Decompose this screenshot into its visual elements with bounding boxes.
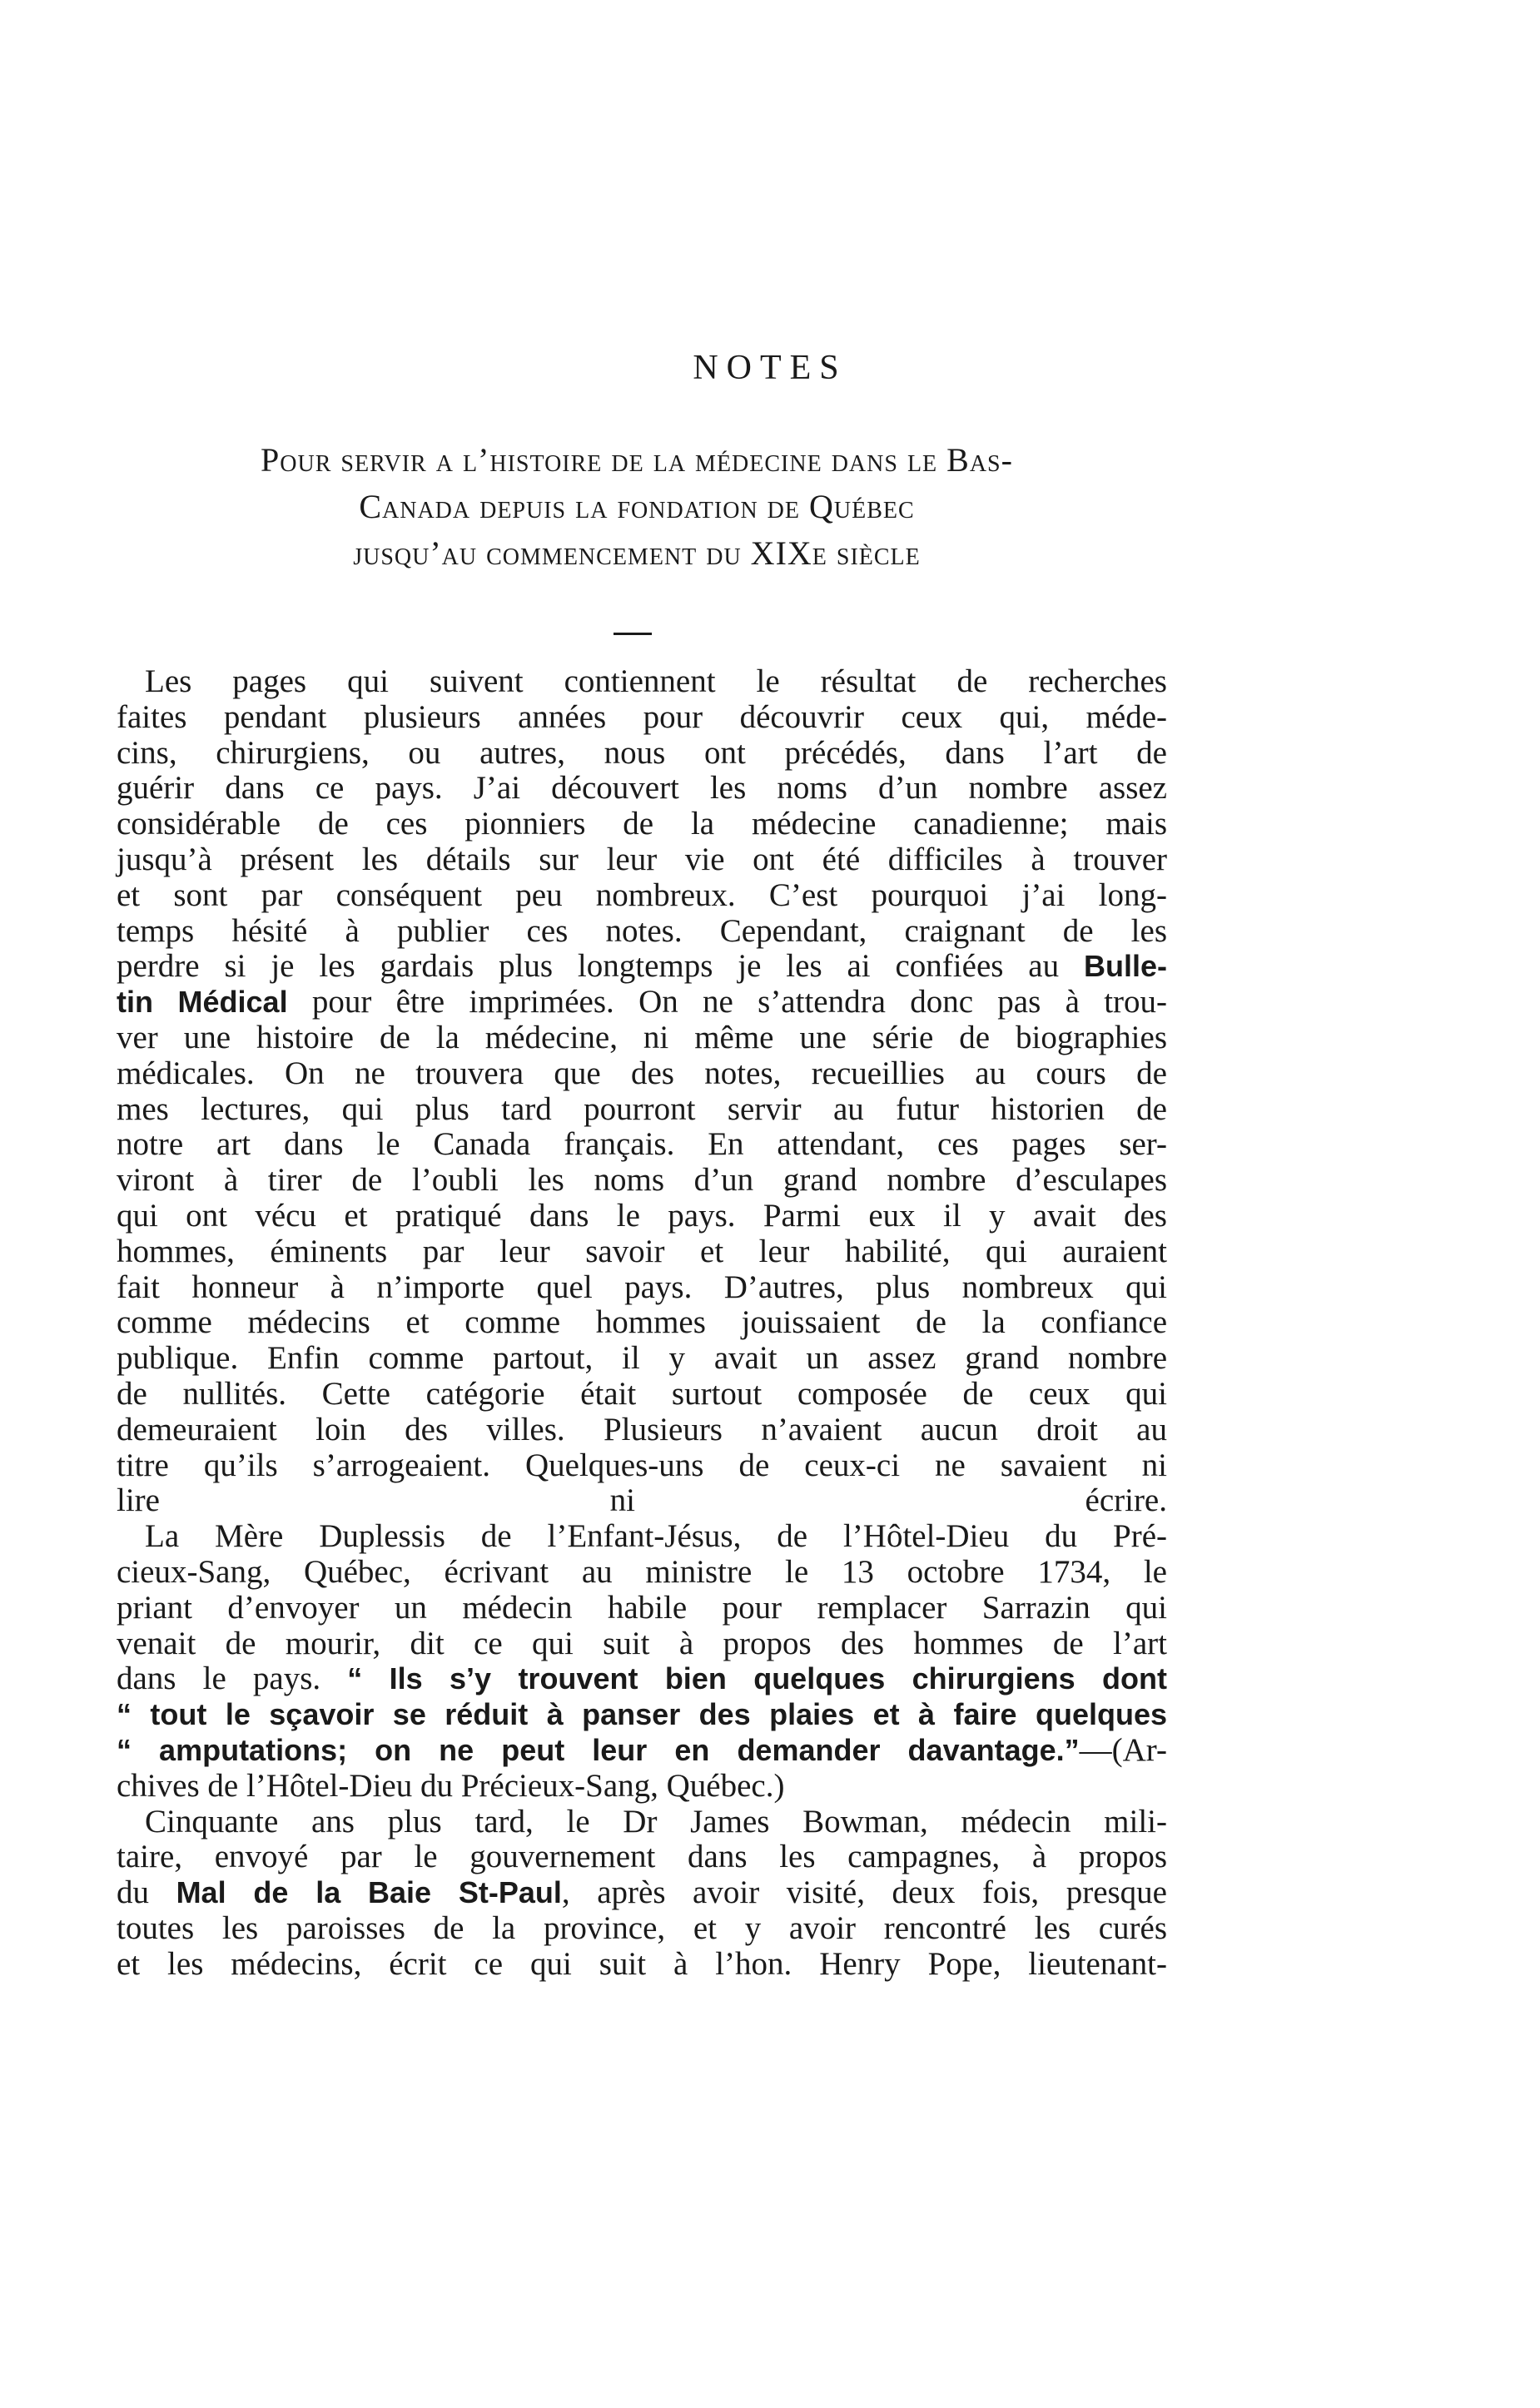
page-title: NOTES [693,349,847,387]
subtitle-line: Pour servir a l’histoire de la médecine dans le Bas- [261,441,1013,479]
text-line [117,1875,1167,1911]
text-run: pour être imprimées. On ne s’attendra donc pas à trou- [287,984,1167,1020]
bold-quotation: “ Ils s’y trouvent bien quelques chirurgiens [347,1661,1076,1696]
text-line: guérir dans ce pays. J’ai découvert les noms d’un nombre assez [117,770,1167,807]
bold-quotation: dont [1075,1661,1167,1696]
text-line: lire ni écrire. [117,1482,1167,1519]
subtitle-line: Canada depuis la fondation de Québec [359,488,915,525]
text-line: demeuraient loin des villes. Plusieurs n’avaient aucun droit au [117,1411,1167,1447]
text-line: médicales. On ne trouvera que des notes, recueillies au cours de [117,1055,1167,1091]
text-line: Cinquante ans plus tard, le Dr James Bowman, médecin mili- [145,1803,1167,1840]
subtitle-line: jusqu’au commencement du XIXe siècle [353,534,921,572]
text-line: La Mère Duplessis de l’Enfant-Jésus, de l’Hôtel-Dieu du Pré- [145,1518,1167,1555]
text-line: mes lectures, qui plus tard pourront servir au futur historien de [117,1090,1167,1127]
section-divider [614,633,652,635]
text-line: considérable de ces pionniers de la médecine canadienne; mais [117,806,1167,842]
paragraph-bowman [117,1805,1167,1983]
text-run: perdre si je les gardais plus longtemps je les ai confiées au [117,948,1084,985]
text-run: —(Ar- [1079,1731,1167,1768]
text-line: et les médecins, écrit ce qui suit à l’hon. Henry Pope, lieutenant- [117,1945,1167,1982]
bold-journal-name: Bulle- [1083,949,1167,984]
bold-quotation: “ amputations; on ne peut leur en demander davantage.” [117,1732,1080,1767]
text-line: cieux-Sang, Québec, écrivant au ministre le 13 octobre 1734, le [117,1553,1167,1590]
text-line [117,1697,1167,1733]
text-line [117,1661,1167,1697]
bold-journal-name: tin Médical [117,985,288,1020]
text-line: publique. Enfin comme partout, il y avait un assez grand nombre [117,1340,1167,1377]
text-line: chives de l’Hôtel-Dieu du Précieux-Sang, Québec.) [117,1767,785,1804]
bold-quotation: “ tout le sçavoir se réduit à panser des plaies et à faire quelques [117,1697,1167,1732]
text-line: faites pendant plusieurs années pour découvrir ceux qui, méde- [117,698,1167,735]
text-run: du [117,1874,176,1911]
text-line: Les pages qui suivent contiennent le résultat de recherches [145,663,1167,699]
text-line: jusqu’à présent les détails sur leur vie ont été difficiles à trouver [117,841,1167,877]
text-line: priant d’envoyer un médecin habile pour remplacer Sarrazin qui [117,1589,1167,1626]
text-line: venait de mourir, dit ce qui suit à propos des hommes de l’art [117,1625,1167,1661]
text-line: temps hésité à publier ces notes. Cependant, craignant de les [117,912,1167,949]
subtitle [125,437,1149,577]
text-line: de nullités. Cette catégorie était surtout composée de ceux qui [117,1375,1167,1412]
text-line: titre qu’ils s’arrogeaient. Quelques-uns de ceux-ci ne savaient ni [117,1447,1167,1483]
text-run: , après avoir visité, deux fois, presque [561,1874,1167,1911]
text-line: cins, chirurgiens, ou autres, nous ont précédés, dans l’art de [117,734,1167,771]
text-line: qui ont vécu et pratiqué dans le pays. Parmi eux il y avait des [117,1197,1167,1234]
text-line: ver une histoire de la médecine, ni même une série de biographies [117,1019,1167,1055]
paragraph-mere-duplessis [117,1519,1167,1804]
text-line: fait honneur à n’importe quel pays. D’autres, plus nombreux qui [117,1269,1167,1305]
text-line [117,1733,1167,1769]
text-line [117,949,1167,985]
bold-disease-name: Mal de la Baie St-Paul [176,1875,562,1910]
text-run: dans le pays. [117,1661,348,1697]
text-line: toutes les paroisses de la province, et y avoir rencontré les curés [117,1909,1167,1946]
text-line: taire, envoyé par le gouvernement dans les campagnes, à propos [117,1839,1167,1875]
paragraph-introduction [117,664,1167,1519]
text-line: viront à tirer de l’oubli les noms d’un grand nombre d’esculapes [117,1162,1167,1199]
text-line: comme médecins et comme hommes jouissaient de la confiance [117,1304,1167,1341]
body-text [117,664,1167,1982]
text-line: notre art dans le Canada français. En attendant, ces pages ser- [117,1126,1167,1163]
text-line: et sont par conséquent peu nombreux. C’est pourquoi j’ai long- [117,876,1167,913]
text-line: hommes, éminents par leur savoir et leur habilité, qui auraient [117,1233,1167,1269]
text-line [117,985,1167,1020]
